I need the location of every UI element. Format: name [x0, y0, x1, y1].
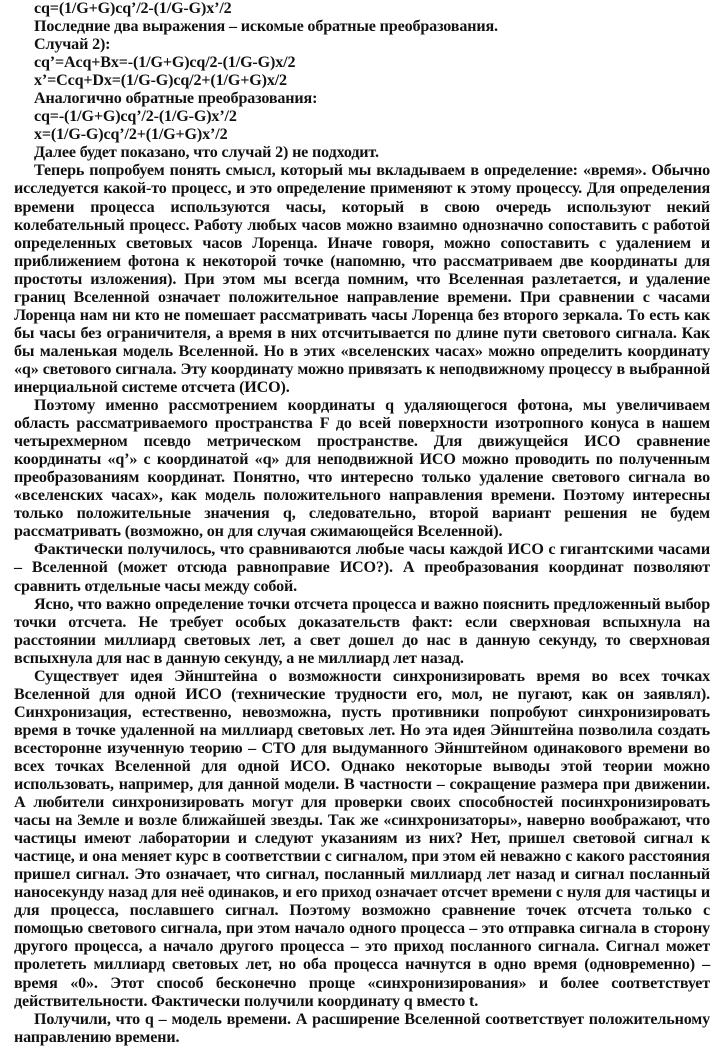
paragraph-comparison-clocks: Фактически получилось, что сравниваются любые часы каждой ИСО с гигантскими часами – Вселенной (может отсюда равноправие ИСО?). А преобразования координат позволяют сравнить отдельные часы между собой. — [14, 541, 710, 595]
paragraph-reference-point: Ясно, что важно определение точки отсчета процесса и важно пояснить предложенный выбор точки отсчета. Не требует особых доказательств факт: если сверхновая вспыхнула на расстоянии миллиард световых лет, а свет дошел до нас в данную секунду, то сверхновая вспыхнула для нас в данную секунду, а не миллиард лет назад. — [14, 595, 710, 667]
document-page — [14, 0, 710, 1047]
formula-case2-inverse-cq: cq=-(1/G+G)cq’/2-(1/G-G)x’/2 — [34, 108, 237, 126]
paragraph-einstein-synchronization: Существует идея Эйнштейна о возможности синхронизировать время во всех точках Вселенной для одной ИСО (технические трудности его, мол, не пугают, как он заявлял). Синхронизация, естественно, невозможна, пусть противники попробуют синхронизировать время в точке удаленной на миллиард световых лет. Но эта идея Эйнштейна позволила создать всесторонне изученную теорию – СТО для выдуманного Эйнштейном одинакового времени во всех точках Вселенной для одной ИСО. Однако некоторые выводы этой теории можно использовать, например, для данной модели. В частности – сокращение размера при движении. А любители синхронизировать могут для проверки своих способностей посинхронизировать часы на Земле и возле ближайшей звезды. Так же «синхронизаторы», наверно воображают, что частицы имеют лаборатории и следуют указаниям из них? Нет, пришел световой сигнал к частице, и она меняет курс в соответствии с сигналом, при этом ей неважно с какого расстояния пришел сигнал. Это означает, что сигнал, посланный миллиард лет назад и сигнал посланный наносекунду назад для неё одинаков, и его приход означает отсчет времени с нуля для частицы и для процесса, пославшего сигнал. Поэтому возможно сравнение точек отсчета только с помощью светового сигнала, при этом начало одного процесса – это отправка сигнала в сторону другого процесса, а начало другого процесса – это приход посланного сигнала. Сигнал может пролететь миллиард световых лет, но оба процесса начнутся в одно время (одновременно) – время «0». Этот способ бесконечно проще «синхронизирования» и более соответствует действительности. Фактически получили координату q вместо t. — [14, 667, 710, 1010]
case-2-heading: Случай 2): — [34, 36, 111, 54]
formula-case2-x-prime: x’=Ccq+Dx=(1/G-G)cq/2+(1/G+G)x/2 — [34, 72, 287, 90]
formula-case2-inverse-x: x=(1/G-G)cq’/2+(1/G+G)x’/2 — [34, 126, 228, 144]
text-line-case2-note: Далее будет показано, что случай 2) не подходит. — [34, 144, 379, 162]
text-line-inverse-note: Последние два выражения – искомые обратные преобразования. — [34, 18, 498, 36]
formula-inverse-cq: cq=(1/G+G)cq’/2-(1/G-G)x’/2 — [34, 0, 232, 17]
paragraph-conclusion: Получили, что q – модель времени. А расширение Вселенной соответствует положительному направлению времени. — [14, 1010, 710, 1046]
formula-case2-cq-prime: cq’=Acq+Bx=-(1/G+G)cq/2-(1/G-G)x/2 — [34, 54, 296, 72]
paragraph-time-meaning: Теперь попробуем понять смысл, который мы вкладываем в определение: «время». Обычно исследуется какой-то процесс, и это определение применяют к этому процессу. Для определения времени процесса используются часы, который в свою очередь используют некий колебательный процесс. Работу любых часов можно взаимно однозначно сопоставить с работой определенных световых часов Лоренца. Иначе говоря, можно сопоставить с удалением и приближением фотона к некоторой точке (напомню, что рассматриваем две координаты для простоты изложения). При этом мы всегда помним, что Вселенная разлетается, и удаление границ Вселенной означает положительное направление времени. При сравнении с часами Лоренца нам ни кто не помешает рассматривать часы Лоренца без второго зеркала. То есть как бы часы без ограничителя, а время в них отсчитывается по длине пути светового сигнала. Как бы маленькая модель Вселенной. Но в этих «вселенских часах» можно определить координату «q» светового сигнала. Эту координату можно привязать к неподвижному процессу в выбранной инерциальной системе отсчета (ИСО). — [14, 162, 710, 396]
text-line-analogous: Аналогично обратные преобразования: — [34, 90, 318, 108]
paragraph-photon-coordinate: Поэтому именно рассмотрением координаты q удаляющегося фотона, мы увеличиваем область рассматриваемого пространства F до всей поверхности изотропного конуса в нашем четырехмерном псевдо метрическом пространстве. Для движущейся ИСО сравнение координаты «q’» с координатой «q» для неподвижной ИСО можно проводить по полученным преобразованиям координат. Понятно, что интересно только удаление светового сигнала во «вселенских часах», как модель положительного направления времени. Поэтому интересны только положительные значения q, следовательно, второй вариант решения не будем рассматривать (возможно, он для случая сжимающейся Вселенной). — [14, 397, 710, 541]
